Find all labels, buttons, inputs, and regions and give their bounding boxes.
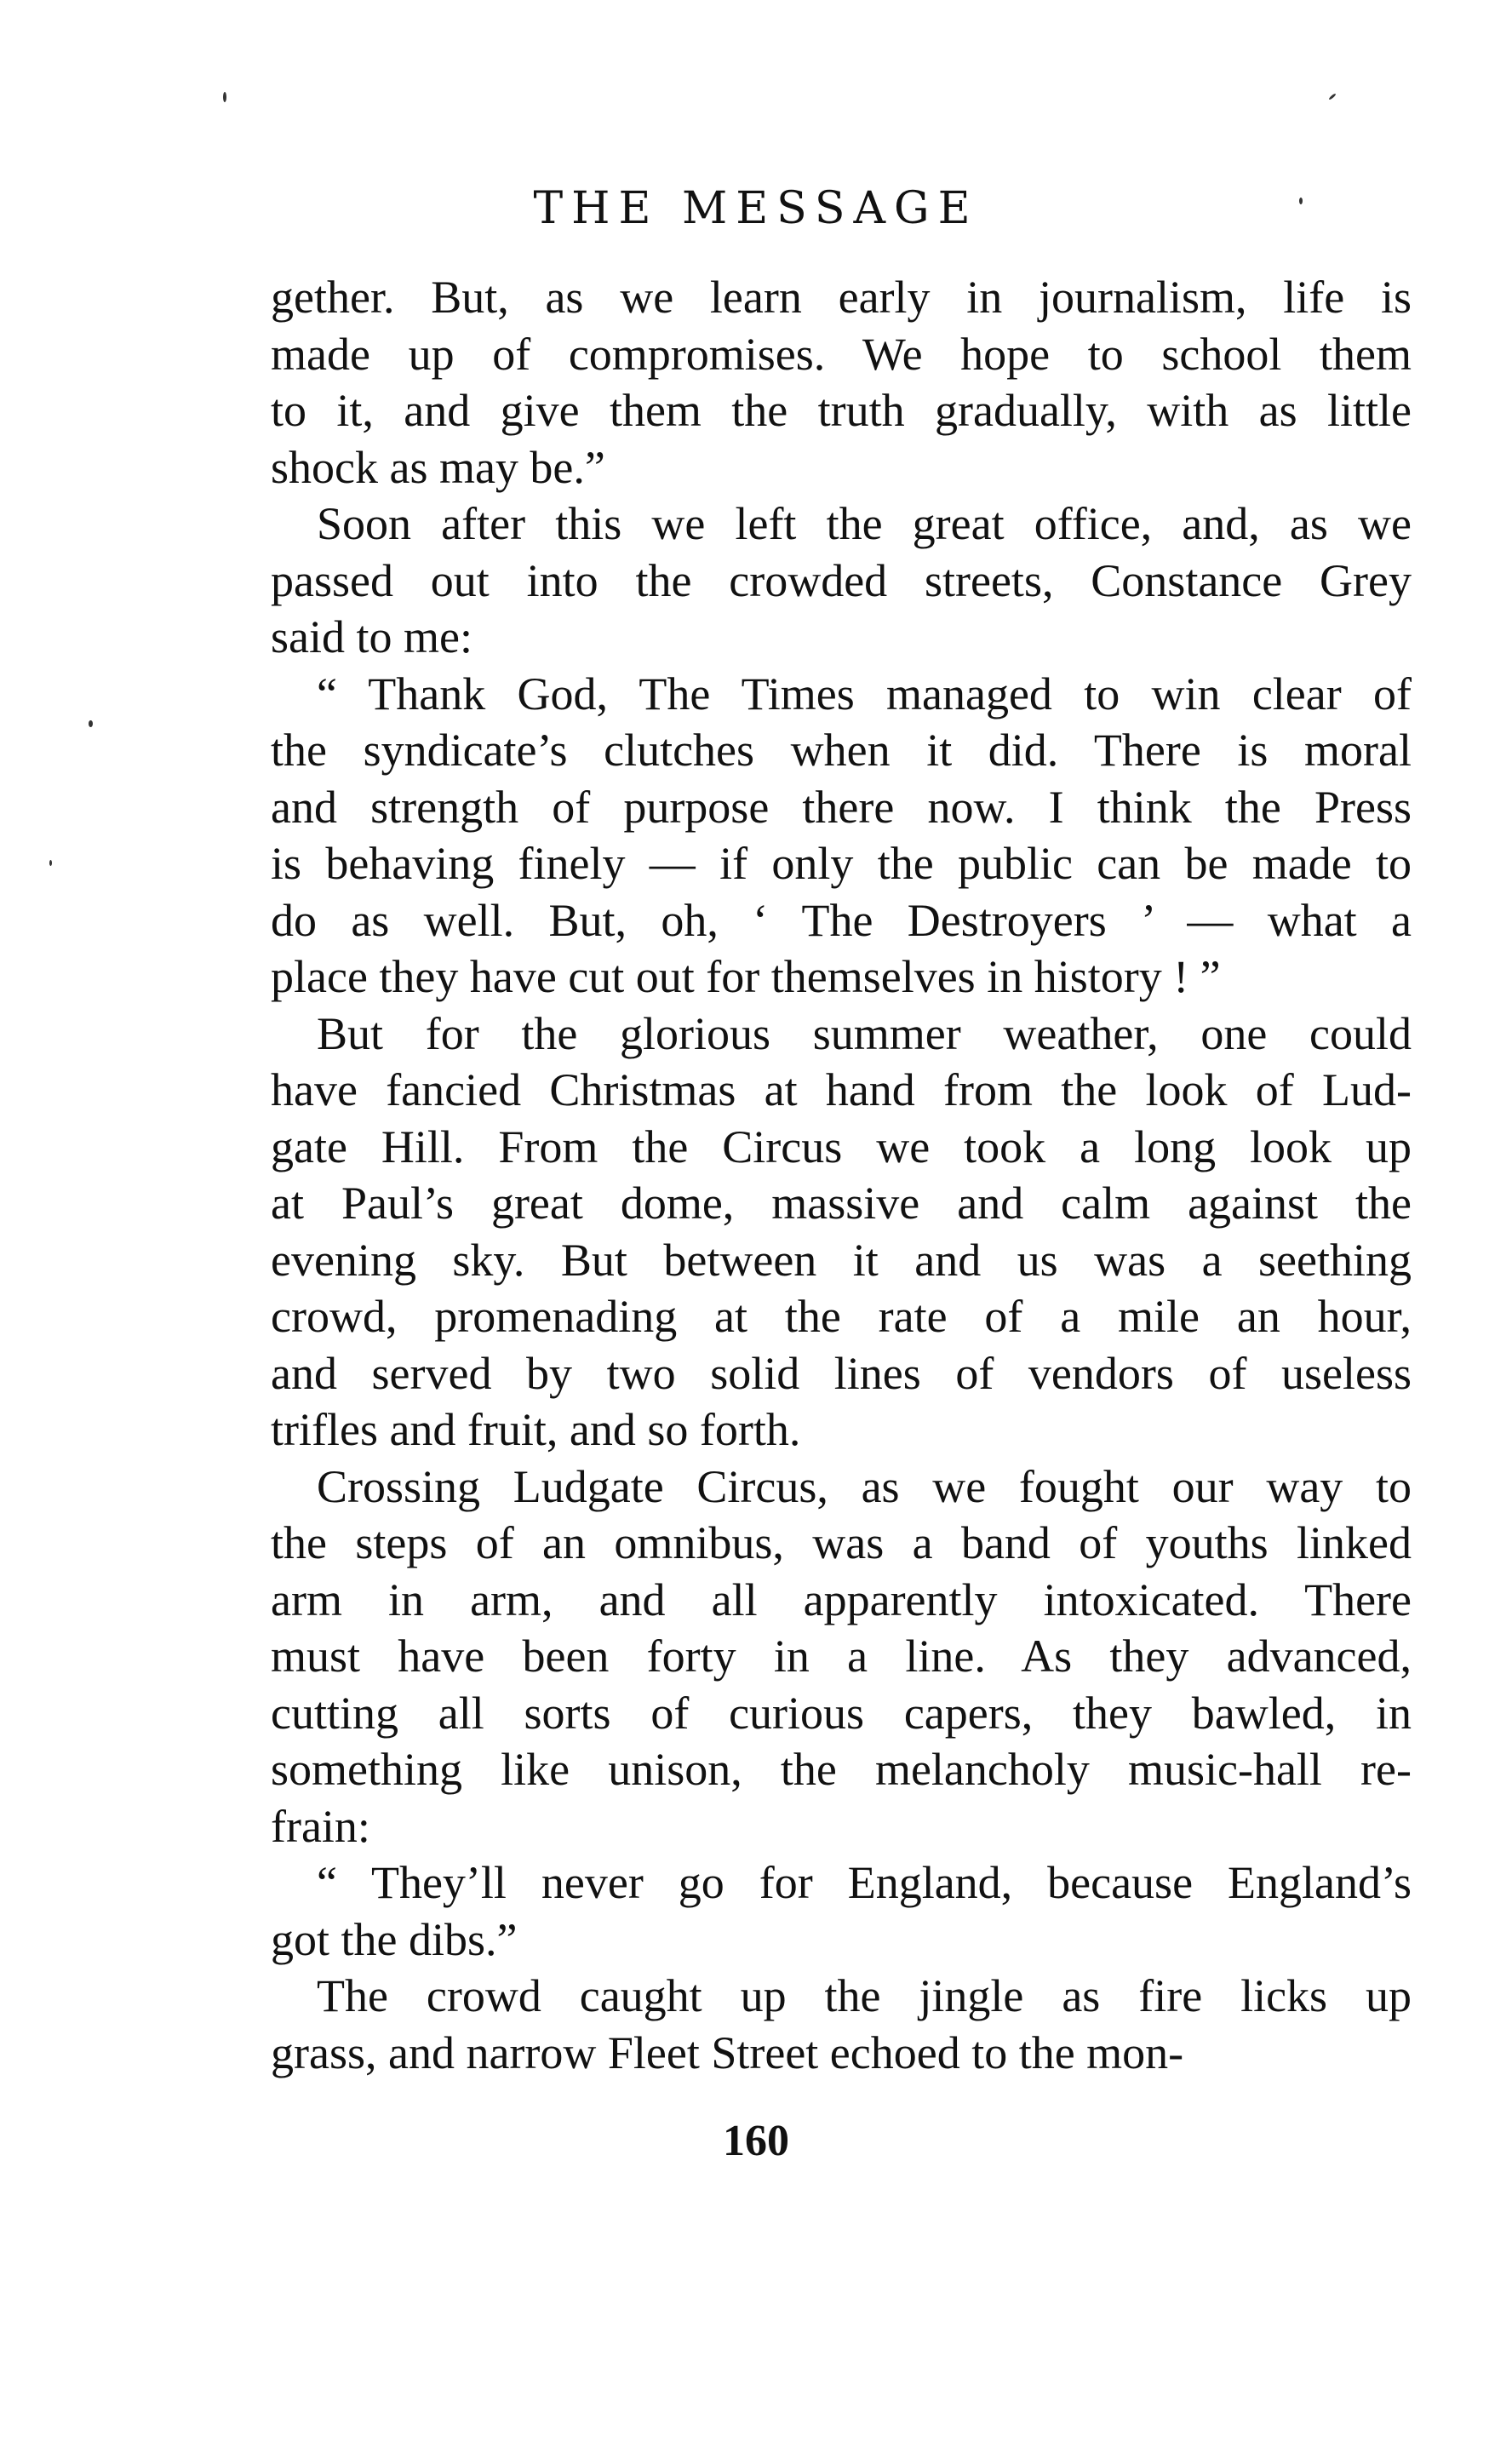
text-line: and strength of purpose there now. I think the Press <box>271 781 1412 833</box>
page-number: 160 <box>723 2117 789 2165</box>
text-line: trifles and fruit, and so forth. <box>271 1404 801 1455</box>
text-line: something like unison, the melancholy music-hall re- <box>271 1744 1412 1795</box>
text-line: cutting all sorts of curious capers, they bawled, in <box>271 1687 1412 1739</box>
text-line: must have been forty in a line. As they advanced, <box>271 1631 1412 1682</box>
text-line: shock as may be.” <box>271 441 605 493</box>
scan-speck <box>1328 93 1337 100</box>
text-line: the syndicate’s clutches when it did. There is moral <box>271 725 1412 776</box>
text-line: said to me: <box>271 611 472 662</box>
text-line: “ Thank God, The Times managed to win clear of <box>317 668 1412 719</box>
text-line: at Paul’s great dome, massive and calm against the <box>271 1178 1412 1229</box>
text-line: Crossing Ludgate Circus, as we fought our way to <box>317 1460 1412 1512</box>
text-line: and served by two solid lines of vendors of useless <box>271 1347 1412 1399</box>
text-line: do as well. But, oh, ‘ The Destroyers ’ — what a <box>271 894 1412 946</box>
text-line: gate Hill. From the Circus we took a long look up <box>271 1121 1412 1172</box>
running-head: THE MESSAGE <box>533 183 979 234</box>
text-line: grass, and narrow Fleet Street echoed to the mon- <box>271 2026 1184 2078</box>
body-text <box>271 269 1412 2081</box>
text-line: frain: <box>271 1800 370 1852</box>
text-line: is behaving finely — if only the public can be made to <box>271 838 1412 889</box>
text-line: to it, and give them the truth gradually, with as little <box>271 385 1412 436</box>
text-line: But for the glorious summer weather, one could <box>317 1007 1412 1059</box>
text-line: gether. But, as we learn early in journalism, life is <box>271 272 1412 323</box>
text-line: have fancied Christmas at hand from the look of Lud- <box>271 1064 1412 1115</box>
text-line: Soon after this we left the great office, and, as we <box>317 498 1412 549</box>
text-line: made up of compromises. We hope to school them <box>271 328 1412 380</box>
text-line: the steps of an omnibus, was a band of youths linked <box>271 1517 1412 1568</box>
scan-speck <box>49 860 52 866</box>
text-line: evening sky. But between it and us was a seething <box>271 1234 1412 1286</box>
text-line: “ They’ll never go for England, because England’s <box>317 1857 1412 1908</box>
text-line: passed out into the crowded streets, Constance Grey <box>271 554 1412 606</box>
text-line: place they have cut out for themselves in history ! ” <box>271 951 1221 1002</box>
scan-speck <box>223 92 226 102</box>
text-line: got the dibs.” <box>271 1913 518 1965</box>
scan-speck <box>89 720 93 727</box>
text-line: The crowd caught up the jingle as fire licks up <box>317 1970 1412 2021</box>
scan-speck <box>1299 198 1303 204</box>
text-line: crowd, promenading at the rate of a mile an hour, <box>271 1291 1412 1342</box>
text-line: arm in arm, and all apparently intoxicated. There <box>271 1573 1412 1625</box>
